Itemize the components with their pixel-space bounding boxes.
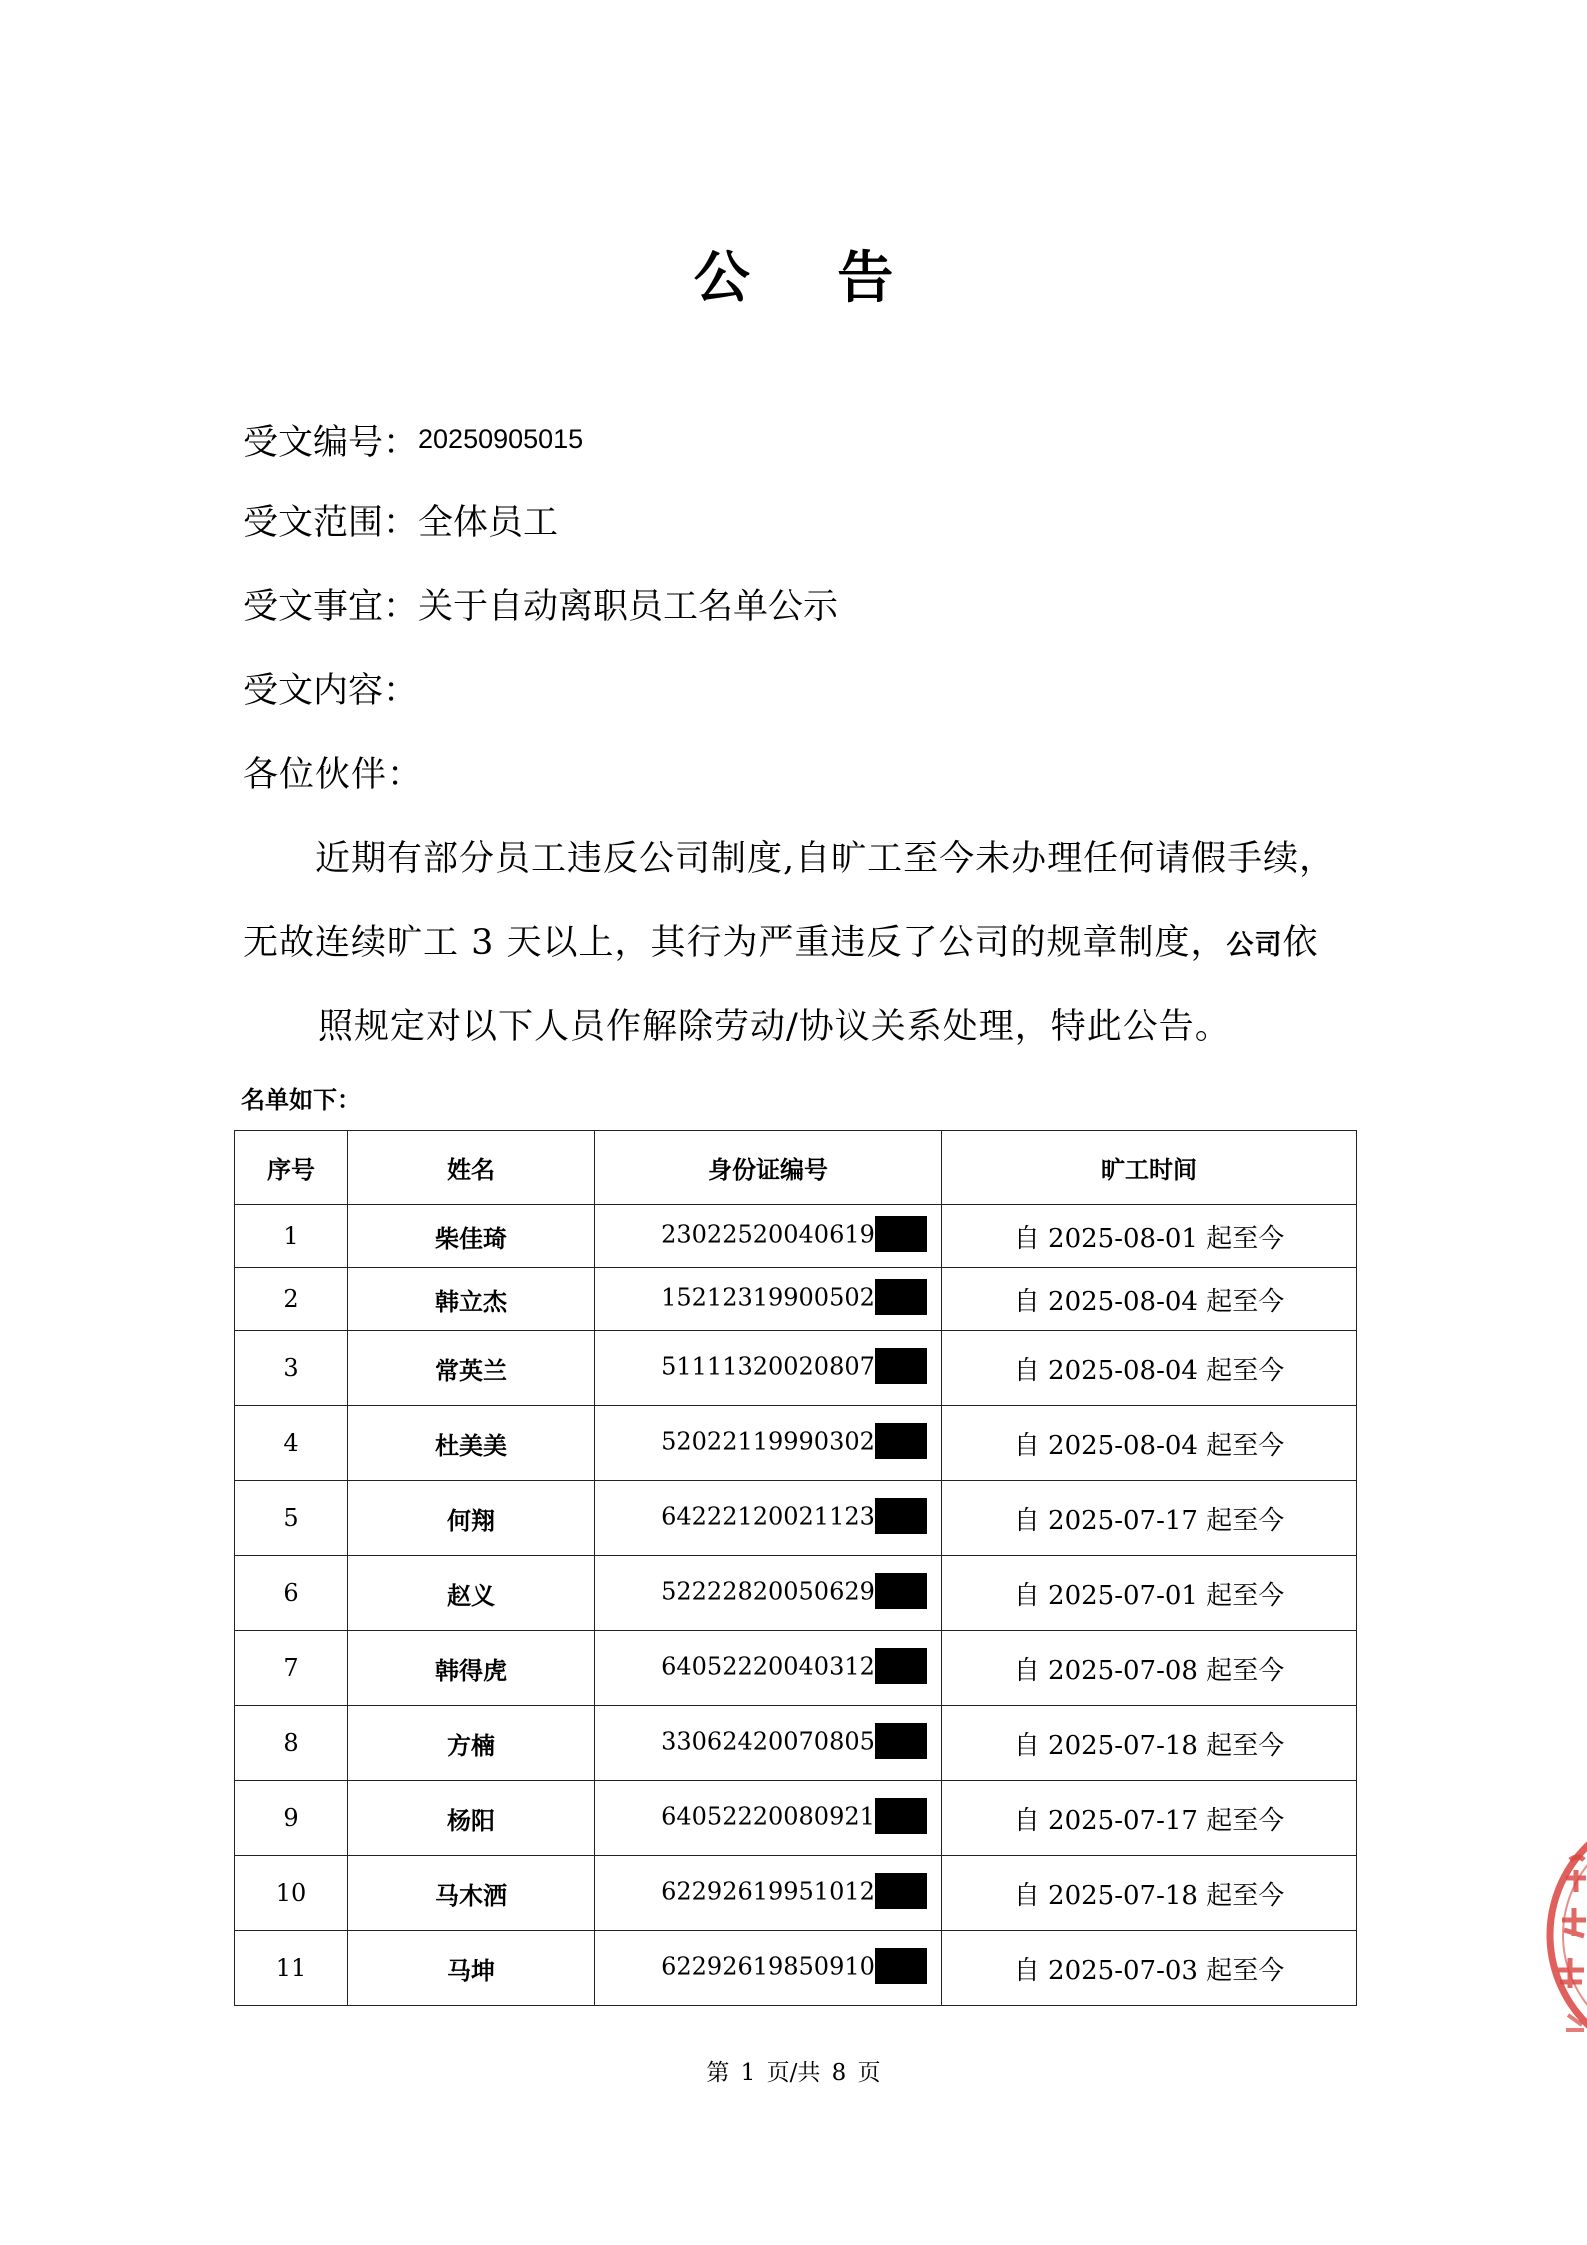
row-id-number: 23022520040619 — [661, 1220, 875, 1249]
header-name: 姓名 — [348, 1131, 595, 1205]
row-period: 自 2025-07-08 起至今 — [942, 1631, 1357, 1706]
row-id-cell — [595, 1406, 942, 1481]
redaction-box — [875, 1798, 927, 1834]
redaction-box — [875, 1279, 927, 1315]
row-id-cell — [595, 1706, 942, 1781]
row-index: 3 — [235, 1331, 348, 1406]
body-line-2-end: 依 — [1282, 923, 1319, 963]
subject-label: 受文事宜： — [243, 587, 419, 627]
row-name: 马木洒 — [348, 1856, 595, 1931]
table-row — [235, 1481, 1357, 1556]
row-index: 10 — [235, 1856, 348, 1931]
row-period: 自 2025-07-18 起至今 — [942, 1856, 1357, 1931]
row-id-number: 52222820050629 — [661, 1577, 875, 1606]
row-id-cell — [595, 1205, 942, 1268]
row-id-number: 33062420070805 — [661, 1727, 875, 1756]
redaction-box — [875, 1648, 927, 1684]
notice-title: 公 告 — [693, 245, 928, 311]
row-id-number: 64222120021123 — [661, 1502, 875, 1531]
row-index: 4 — [235, 1406, 348, 1481]
header-index: 序号 — [235, 1131, 348, 1205]
row-period: 自 2025-07-17 起至今 — [942, 1481, 1357, 1556]
body-line-2 — [243, 918, 1319, 971]
table-row — [235, 1856, 1357, 1931]
body-line-2-company: 公司 — [1226, 930, 1283, 961]
table-header-row — [235, 1131, 1357, 1205]
row-index: 5 — [235, 1481, 348, 1556]
row-id-cell — [595, 1556, 942, 1631]
table-row — [235, 1205, 1357, 1268]
redaction-box — [875, 1723, 927, 1759]
row-period: 自 2025-08-04 起至今 — [942, 1406, 1357, 1481]
row-id-number: 52022119990302 — [661, 1427, 875, 1456]
redaction-box — [875, 1216, 927, 1252]
row-name: 方楠 — [348, 1706, 595, 1781]
table-row — [235, 1331, 1357, 1406]
row-id-number: 51111320020807 — [661, 1352, 875, 1381]
row-index: 1 — [235, 1205, 348, 1268]
row-index: 8 — [235, 1706, 348, 1781]
redaction-box — [875, 1498, 927, 1534]
row-id-number: 15212319900502 — [661, 1283, 875, 1312]
row-name: 马坤 — [348, 1931, 595, 2006]
table-row — [235, 1406, 1357, 1481]
row-index: 11 — [235, 1931, 348, 2006]
doc-number-label: 受文编号： — [243, 423, 419, 463]
row-period: 自 2025-07-01 起至今 — [942, 1556, 1357, 1631]
row-name: 常英兰 — [348, 1331, 595, 1406]
page-number: 第 1 页/共 8 页 — [706, 2060, 881, 2086]
row-id-number: 62292619850910 — [661, 1952, 875, 1981]
row-name: 杜美美 — [348, 1406, 595, 1481]
row-id-cell — [595, 1781, 942, 1856]
redaction-box — [875, 1348, 927, 1384]
row-id-cell — [595, 1631, 942, 1706]
scope-label: 受文范围： — [243, 503, 419, 543]
row-id-cell — [595, 1856, 942, 1931]
row-period: 自 2025-07-03 起至今 — [942, 1931, 1357, 2006]
row-name: 赵义 — [348, 1556, 595, 1631]
body-line-1: 近期有部分员工违反公司制度,自旷工至今未办理任何请假手续， — [315, 839, 1336, 879]
table-row — [235, 1556, 1357, 1631]
row-name: 杨阳 — [348, 1781, 595, 1856]
row-id-cell — [595, 1268, 942, 1331]
redaction-box — [875, 1573, 927, 1609]
body-line-3: 照规定对以下人员作解除劳动/协议关系处理，特此公告。 — [318, 1007, 1231, 1047]
subject-value: 关于自动离职员工名单公示 — [418, 587, 839, 627]
scope-value: 全体员工 — [418, 503, 559, 543]
row-index: 6 — [235, 1556, 348, 1631]
row-index: 9 — [235, 1781, 348, 1856]
row-period: 自 2025-07-18 起至今 — [942, 1706, 1357, 1781]
row-name: 何翔 — [348, 1481, 595, 1556]
row-id-cell — [595, 1481, 942, 1556]
row-id-number: 64052220080921 — [661, 1802, 875, 1831]
row-id-cell — [595, 1931, 942, 2006]
absentee-table — [234, 1130, 1357, 2006]
table-row — [235, 1931, 1357, 2006]
table-row — [235, 1268, 1357, 1331]
body-line-2-text: 无故连续旷工 3 天以上，其行为严重违反了公司的规章制度， — [243, 923, 1227, 963]
row-id-number: 64052220040312 — [661, 1652, 875, 1681]
table-row — [235, 1781, 1357, 1856]
row-index: 7 — [235, 1631, 348, 1706]
row-period: 自 2025-07-17 起至今 — [942, 1781, 1357, 1856]
row-id-number: 62292619951012 — [661, 1877, 875, 1906]
company-seal-stamp — [1540, 1800, 1587, 2070]
row-id-cell — [595, 1331, 942, 1406]
doc-number-line — [243, 414, 583, 468]
redaction-box — [875, 1948, 927, 1984]
row-period: 自 2025-08-04 起至今 — [942, 1331, 1357, 1406]
header-absence-period: 旷工时间 — [942, 1131, 1357, 1205]
redaction-box — [875, 1423, 927, 1459]
row-period: 自 2025-08-01 起至今 — [942, 1205, 1357, 1268]
scope-line — [243, 498, 558, 548]
doc-number-value: 20250905015 — [418, 424, 584, 454]
content-line — [243, 666, 418, 716]
subject-line — [243, 582, 838, 632]
row-name: 柴佳琦 — [348, 1205, 595, 1268]
content-label: 受文内容： — [243, 671, 419, 711]
row-period: 自 2025-08-04 起至今 — [942, 1268, 1357, 1331]
list-label: 名单如下： — [241, 1086, 361, 1114]
row-index: 2 — [235, 1268, 348, 1331]
row-name: 韩立杰 — [348, 1268, 595, 1331]
table-row — [235, 1706, 1357, 1781]
table-row — [235, 1631, 1357, 1706]
header-id-number: 身份证编号 — [595, 1131, 942, 1205]
greeting: 各位伙伴： — [243, 755, 424, 795]
redaction-box — [875, 1873, 927, 1909]
row-name: 韩得虎 — [348, 1631, 595, 1706]
